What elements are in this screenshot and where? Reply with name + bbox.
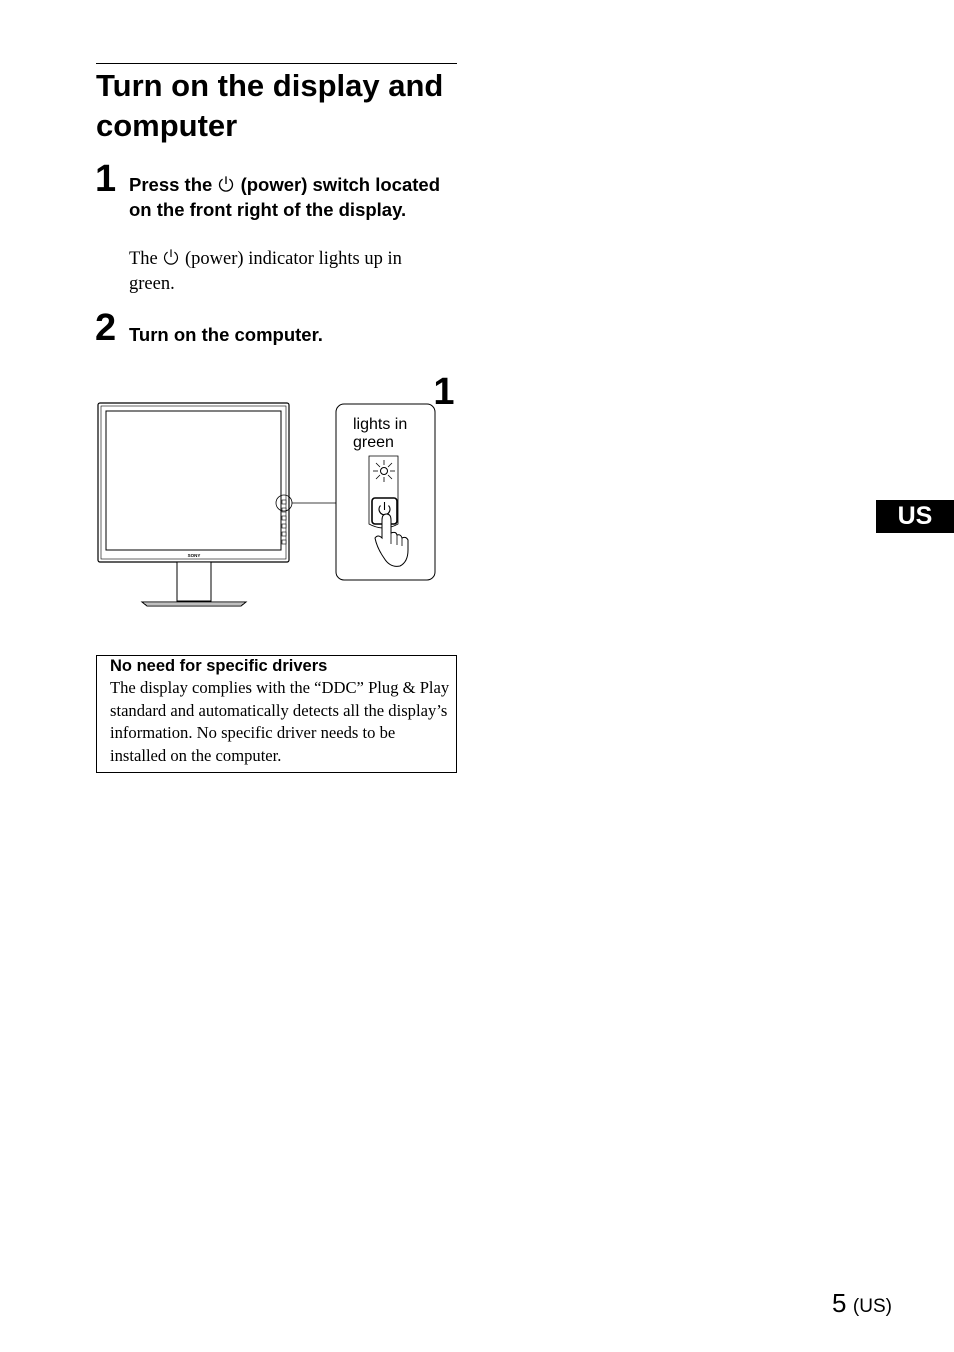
language-tab: US [876, 500, 954, 533]
page-title: Turn on the display and computer [96, 68, 444, 143]
step-1-heading-post: (power) switch located on the front right of the display. [129, 174, 440, 220]
page-number-value: 5 [832, 1288, 847, 1318]
power-indicator-icon [373, 460, 395, 482]
page-number [832, 1288, 942, 1319]
callout-label-line1: lights in [353, 416, 408, 433]
step-1-body-post: (power) indicator lights up in green. [129, 249, 402, 294]
note-title: No need for specific drivers [110, 657, 328, 675]
step-1-body-pre: The [129, 249, 158, 269]
note-body: The display complies with the “DDC” Plug & Play standard and automatically detects all the display’s information. No specific driver needs to be installed on the computer. [110, 678, 450, 765]
power-icon [162, 248, 180, 266]
step-2-heading: Turn on the computer. [129, 324, 323, 345]
monitor-illustration [98, 403, 292, 606]
monitor-figure [92, 370, 462, 615]
step-number-1: 1 [95, 158, 117, 200]
callout-label-line2: green [353, 434, 394, 451]
step-1-heading [129, 172, 459, 222]
step-number-2: 2 [95, 307, 117, 349]
figure-step-label: 1 [433, 371, 455, 413]
top-rule [96, 63, 457, 64]
callout-box [336, 404, 435, 580]
step-1-heading-pre: Press the [129, 174, 213, 195]
step-1-body [129, 247, 449, 297]
page-number-suffix: (US) [852, 1296, 892, 1317]
brand-logo: SONY [187, 553, 201, 558]
note-box [96, 655, 457, 773]
power-icon [217, 175, 235, 193]
